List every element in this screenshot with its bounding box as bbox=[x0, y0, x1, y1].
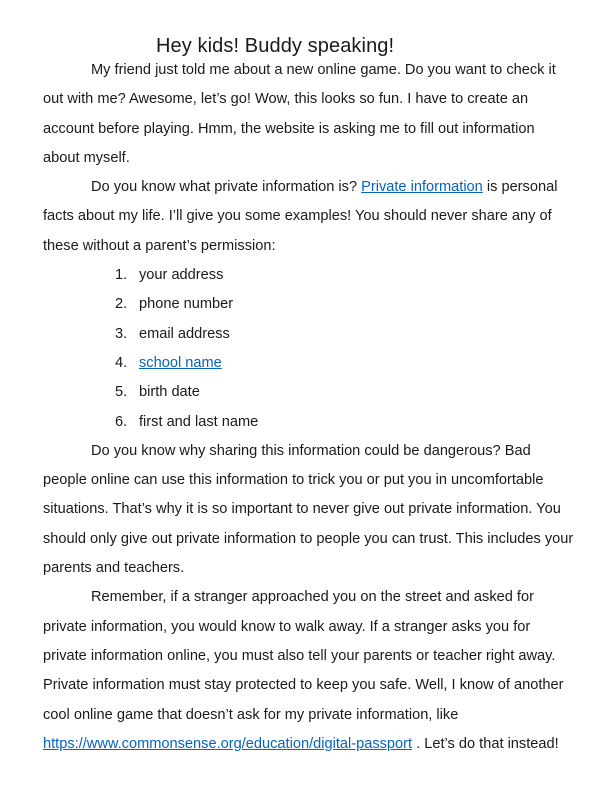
list-item bbox=[43, 378, 575, 407]
digital-passport-link[interactable]: https://www.commonsense.org/education/digital-passport bbox=[43, 735, 413, 752]
paragraph-text: Do you know what private information is? bbox=[91, 179, 358, 196]
private-information-link[interactable]: Private information bbox=[361, 179, 483, 196]
list-item bbox=[43, 408, 575, 437]
paragraph-danger: Do you know why sharing this information could be dangerous? Bad people online can use this information to trick you or put you in uncomfortable situations. That’s why it is so important to never give out private information. You should only give out private information to people you can trust. This includes your parents and teachers. bbox=[43, 442, 574, 577]
document-body bbox=[43, 56, 575, 759]
list-number: 1. bbox=[115, 267, 128, 284]
list-number: 2. bbox=[115, 296, 128, 313]
paragraph-private-info bbox=[43, 173, 575, 261]
list-number: 3. bbox=[115, 325, 128, 342]
list-item bbox=[43, 349, 575, 378]
list-item bbox=[43, 320, 575, 349]
list-number: 4. bbox=[115, 354, 128, 371]
paragraph-text: is personal facts about my life. I’ll give you some examples! You should never share any of these without a parent’s permission: bbox=[43, 179, 558, 254]
list-item-text: birth date bbox=[139, 384, 200, 401]
list-item bbox=[43, 261, 575, 290]
list-item bbox=[43, 290, 575, 319]
list-item-text: your address bbox=[139, 267, 224, 284]
list-item-text: email address bbox=[139, 325, 230, 342]
paragraph-text: . Let’s do that instead! bbox=[416, 735, 559, 752]
page-title: Hey kids! Buddy speaking! bbox=[156, 35, 395, 57]
list-item-text: phone number bbox=[139, 296, 234, 313]
list-number: 6. bbox=[115, 413, 128, 430]
paragraph-intro: My friend just told me about a new online game. Do you want to check it out with me? Awesome, let’s go! Wow, this looks so fun. I have to create an account before playing. Hmm, the website is asking me to fill out information about myself. bbox=[43, 62, 556, 166]
paragraph-text: Remember, if a stranger approached you on the street and asked for private information, you would know to walk away. If a stranger asks you for private information online, you must also tell your parents or teacher right away. Private information must stay protected to keep you safe. Well, I know of another cool online game that doesn’t ask for my private information, like bbox=[43, 589, 564, 723]
paragraph-remember bbox=[43, 583, 575, 759]
list-number: 5. bbox=[115, 384, 128, 401]
list-item-text: first and last name bbox=[139, 413, 259, 430]
school-name-link[interactable]: school name bbox=[139, 354, 222, 371]
private-info-list bbox=[43, 261, 575, 437]
